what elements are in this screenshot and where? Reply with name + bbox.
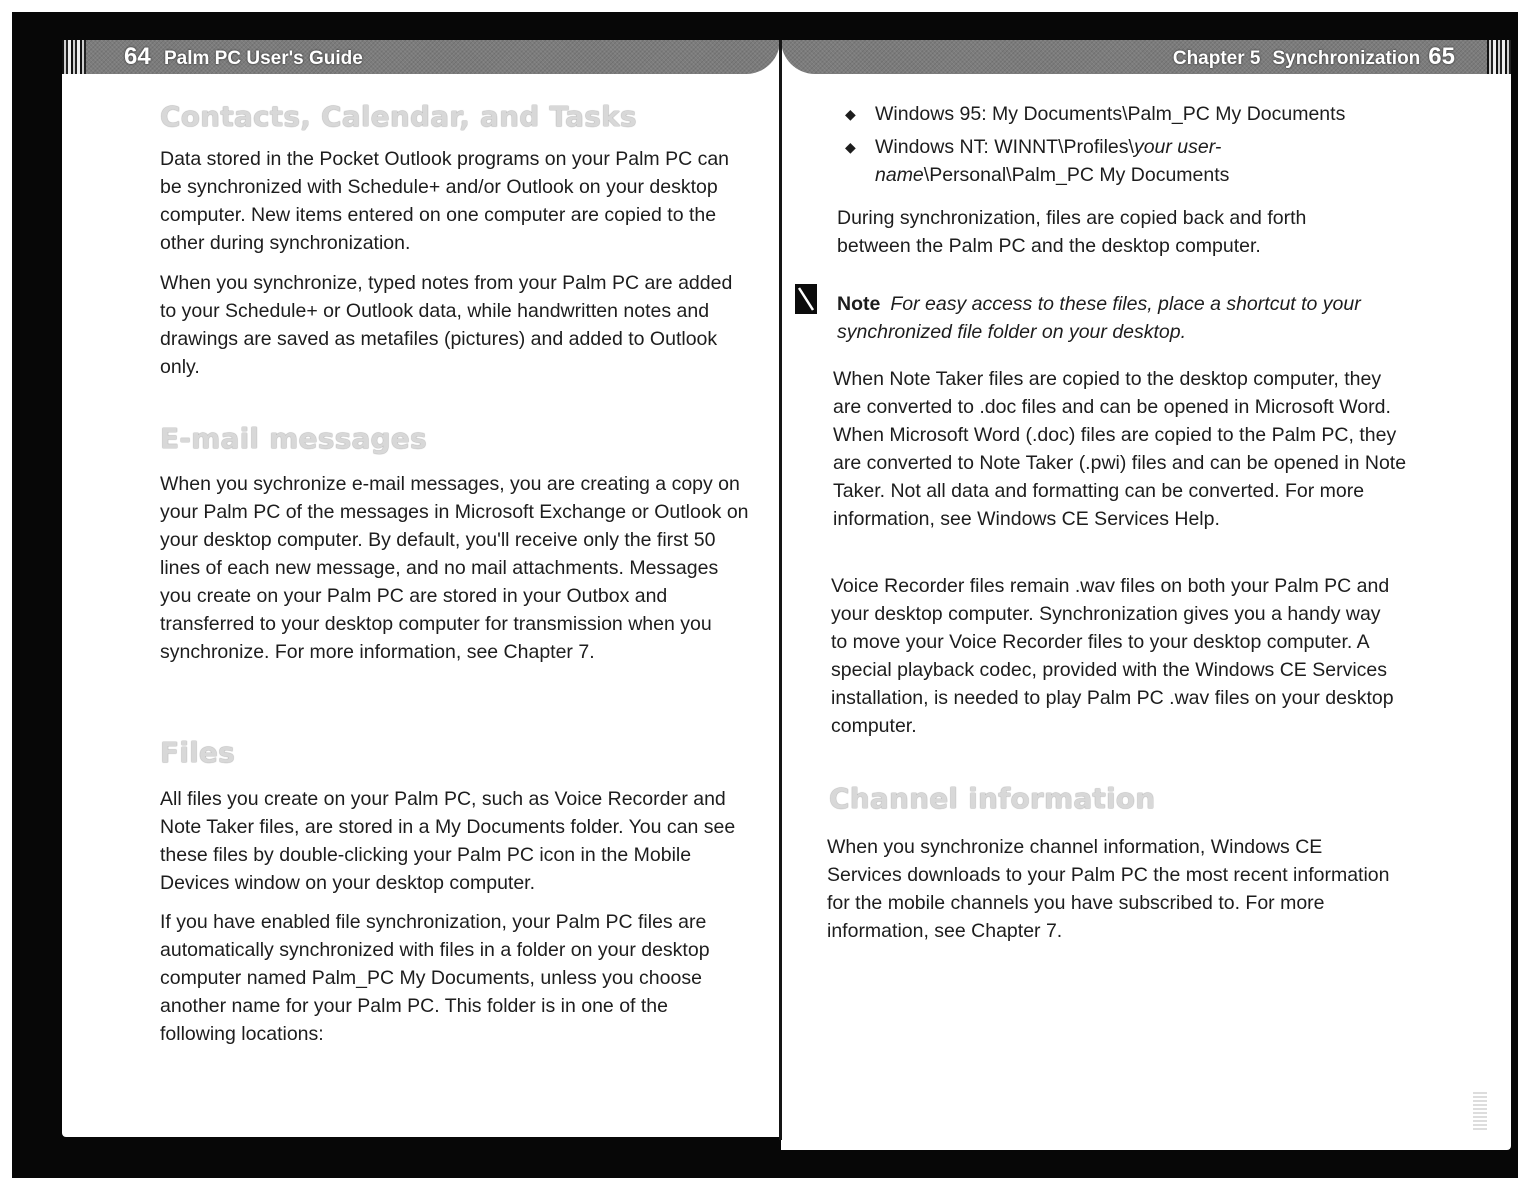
right-page-number: 65 [1428,43,1455,70]
location-bullet-winnt [845,133,1295,189]
files-paragraph-2: If you have enabled file synchronization, your Palm PC files are automatically synchronized with files in a folder on your desktop computer named Palm_PC My Documents, unless you choose another name for your Palm PC. This folder is in one of the following locations: [160,911,710,1045]
left-header-text [124,40,363,74]
notetaker-paragraph: When Note Taker files are copied to the desktop computer, they are converted to .doc files and can be opened in Microsoft Word. When Microsoft Word (.doc) files are copied to the Palm PC, they are converted to Note Taker (.pwi) files and can be opened in Note Taker. Not all data and formatting can be converted. For more information, see Windows CE Services Help. [833,368,1407,530]
sync-paragraph: During synchronization, files are copied back and forth between the Palm PC and the desktop computer. [837,207,1307,257]
right-header-text [1173,40,1455,74]
location-bullet-win95 [845,100,1435,128]
note-icon [795,284,817,314]
book-gutter [779,40,782,1140]
note-label: Note [837,293,881,315]
chapter-title: Synchronization [1272,48,1421,69]
bullet-text-italic-1: your user- [1133,136,1222,158]
header-edge-bars [1487,40,1511,74]
left-running-header [62,40,780,74]
bullet-icon: ◆ [845,106,856,122]
right-running-header [781,40,1511,74]
bullet-text-path: Windows NT: WINNT\Profiles\ [875,136,1134,158]
bullet-text: Windows 95: My Documents\Palm_PC My Documents [875,103,1346,125]
note-callout [837,290,1427,346]
header-edge-bars [62,40,86,74]
left-page-number: 64 [124,43,151,70]
bullet-text-italic-2: name [875,164,924,186]
contacts-paragraph-2: When you synchronize, typed notes from your Palm PC are added to your Schedule+ or Outlook data, while handwritten notes and drawings are saved as metafiles (pictures) and added to Outlook only. [160,272,733,378]
files-paragraph-1: All files you create on your Palm PC, such as Voice Recorder and Note Taker files, are stored in a My Documents folder. You can see these files by double-clicking your Palm PC icon in the Mobile Devices window on your desktop computer. [160,788,736,894]
heading-channel-information: Channel information [829,782,1156,815]
bullet-text-path-end: \Personal\Palm_PC My Documents [923,164,1230,186]
left-page [62,40,780,1137]
voice-recorder-paragraph: Voice Recorder files remain .wav files on both your Palm PC and your desktop computer. Synchronization gives you a handy way to move your Voice Recorder files to your desktop computer. A special playback codec, provided with the Windows CE Services installation, is needed to play Palm PC .wav files on your desktop computer. [831,575,1394,737]
page-edge-artifact [1473,1090,1487,1130]
heading-contacts-calendar-tasks: Contacts, Calendar, and Tasks [160,100,637,133]
right-page [781,40,1511,1150]
heading-files: Files [160,736,235,769]
bullet-icon: ◆ [845,139,856,155]
book-title: Palm PC User's Guide [163,48,363,69]
heading-email-messages: E-mail messages [160,422,427,455]
chapter-label: Chapter 5 [1172,48,1261,69]
channel-paragraph: When you synchronize channel information, Windows CE Services downloads to your Palm PC the most recent information for the mobile channels you have subscribed to. For more information, see Chapter 7. [827,836,1390,942]
contacts-paragraph-1: Data stored in the Pocket Outlook programs on your Palm PC can be synchronized with Schedule+ and/or Outlook on your desktop computer. New items entered on one computer are copied to the other during synchronization. [160,148,730,254]
note-text: For easy access to these files, place a shortcut to your synchronized file folder on your desktop. [837,293,1361,343]
email-paragraph: When you sychronize e-mail messages, you are creating a copy on your Palm PC of the messages in Microsoft Exchange or Outlook on your desktop computer. By default, you'll receive only the first 50 lines of each new message, and no mail attachments. Messages you create on your Palm PC are stored in your Outbox and transferred to your desktop computer for transmission when you synchronize. For more information, see Chapter 7. [160,473,749,663]
